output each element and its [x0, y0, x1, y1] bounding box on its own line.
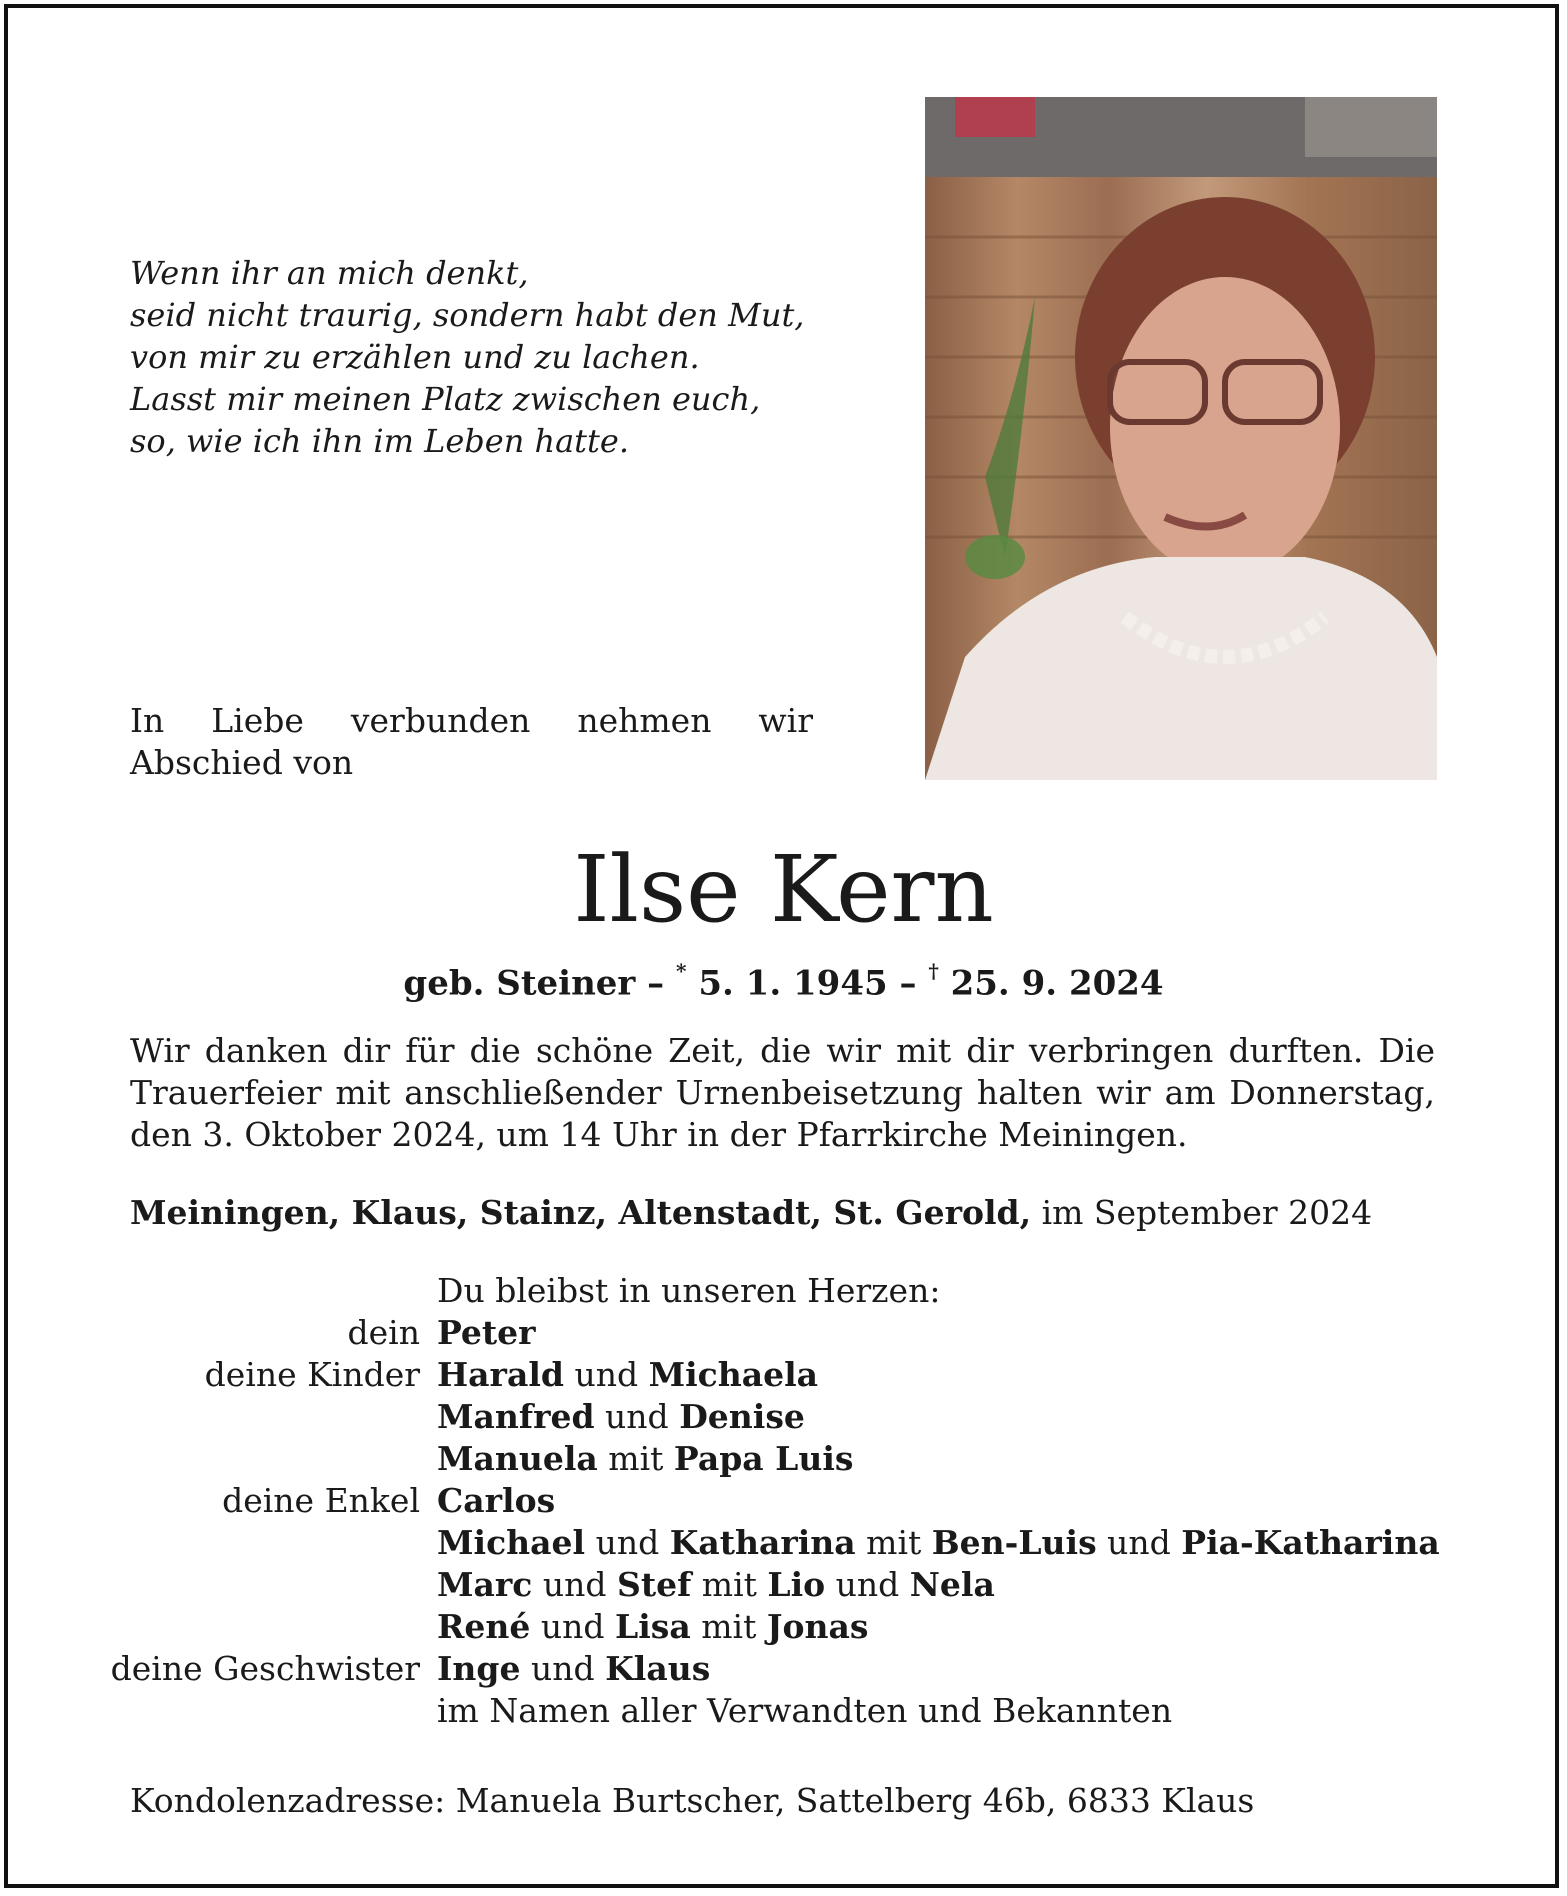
condolence-address: Kondolenzadresse: Manuela Burtscher, Sattelberg 46b, 6833 Klaus — [130, 1781, 1255, 1820]
thanks-text: Wir danken dir für die schöne Zeit, die wir mit dir verbringen durften. Die Trauerfeier mit anschließender Urnenbeisetzung halten wir am Donnerstag, den 3. Oktober 2024, um 14 Uhr in der Pfarrkirche Meiningen. — [130, 1031, 1435, 1154]
family-heading: Du bleibst in unseren Herzen: — [437, 1271, 941, 1310]
portrait-photo — [925, 97, 1437, 780]
family-names: Marc und Stef mit Lio und Nela — [437, 1565, 995, 1604]
family-names: Carlos — [437, 1481, 556, 1520]
poem-line: so, wie ich ihn im Leben hatte. — [130, 422, 629, 460]
poem — [130, 252, 804, 462]
life-dates — [0, 950, 1567, 1008]
relation-label: deine Enkel — [222, 1481, 420, 1520]
poem-line: von mir zu erzählen und zu lachen. — [130, 338, 700, 376]
maiden-name: geb. Steiner – — [403, 963, 665, 1004]
family-names: René und Lisa mit Jonas — [437, 1607, 869, 1646]
poem-line: Wenn ihr an mich denkt, — [130, 254, 529, 292]
death-date: 25. 9. 2024 — [938, 963, 1164, 1004]
birth-symbol: * — [676, 959, 687, 983]
poem-line: Lasst mir meinen Platz zwischen euch, — [130, 380, 761, 418]
family-names: Manuela mit Papa Luis — [437, 1439, 854, 1478]
family-names: Manfred und Denise — [437, 1397, 805, 1436]
relation-label: dein — [347, 1313, 420, 1352]
family-names: Michael und Katharina mit Ben-Luis und Pia-Katharina — [437, 1523, 1440, 1562]
relation-label: deine Kinder — [204, 1355, 420, 1394]
family-names: Peter — [437, 1313, 536, 1352]
birth-date: 5. 1. 1945 – — [686, 963, 917, 1004]
places-names: Meiningen, Klaus, Stainz, Altenstadt, St. Gerold, — [130, 1193, 1032, 1232]
intro-text: In Liebe verbunden nehmen wir Abschied von — [130, 701, 813, 782]
poem-line: seid nicht traurig, sondern habt den Mut, — [130, 296, 805, 334]
places-line — [130, 1192, 1372, 1234]
family-names: Harald und Michaela — [437, 1355, 819, 1394]
relation-label: deine Geschwister — [110, 1649, 420, 1688]
places-date: im September 2024 — [1031, 1193, 1373, 1232]
family-names: Inge und Klaus — [437, 1649, 711, 1688]
deceased-name: Ilse Kern — [573, 836, 994, 943]
death-symbol: † — [928, 959, 939, 983]
family-closing: im Namen aller Verwandten und Bekannten — [437, 1691, 1173, 1730]
